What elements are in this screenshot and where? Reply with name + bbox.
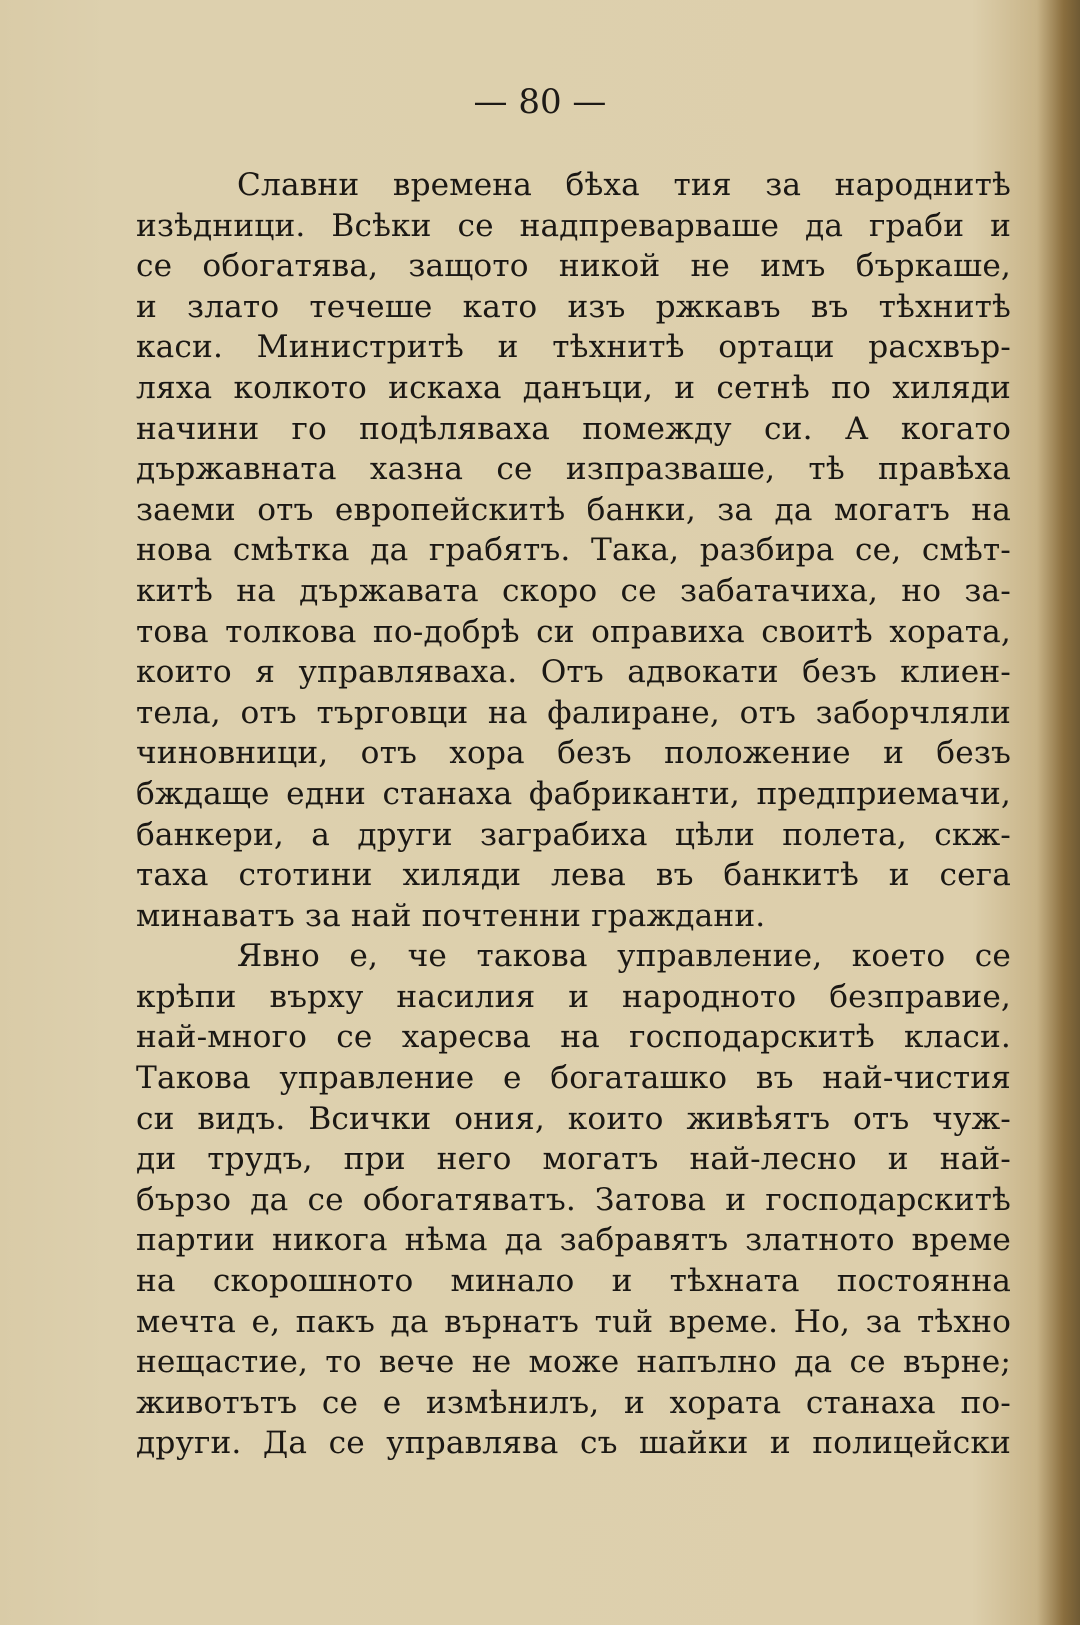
paragraph-1-line-18: таха стотини хиляди лева въ банкитѣ и сега bbox=[136, 857, 1011, 894]
paragraph-1-line-12: това толкова по-добрѣ си оправиха своитѣ хората, bbox=[136, 613, 1011, 650]
paragraph-2-line-10: мечта е, пакъ да върнатъ тuй време. Но, за тѣхно bbox=[136, 1303, 1011, 1340]
paragraph-1-line-10: нова смѣтка да грабятъ. Така, разбира се, смѣт- bbox=[136, 532, 1011, 569]
paragraph-1-line-7: начини го подѣляваха помежду си. А когато bbox=[136, 410, 1011, 447]
paragraph-1 bbox=[136, 165, 1011, 936]
paragraph-1-line-16: бждаще едни станаха фабриканти, предприемачи, bbox=[136, 775, 1011, 812]
paragraph-1-line-9: заеми отъ европейскитѣ банки, за да могатъ на bbox=[136, 491, 1011, 528]
paragraph-1-line-17: банкери, а други заграбиха цѣли полета, скж- bbox=[136, 816, 1011, 853]
paragraph-1-line-2: изѣдници. Всѣки се надпреварваше да граби и bbox=[136, 207, 1011, 244]
paragraph-1-line-14: тела, отъ търговци на фалиране, отъ заборчляли bbox=[136, 694, 1011, 731]
paragraph-1-line-15: чиновници, отъ хора безъ положение и безъ bbox=[136, 735, 1011, 772]
paragraph-1-line-19: минаватъ за най почтенни граждани. bbox=[136, 897, 766, 934]
paragraph-2-line-5: си видъ. Всички ония, които живѣятъ отъ чуж- bbox=[136, 1100, 1011, 1137]
paragraph-1-line-8: държавната хазна се изпразваше, тѣ правѣха bbox=[136, 451, 1011, 488]
paragraph-2-line-1: Явно е, че такова управление, което се bbox=[237, 938, 1011, 975]
paragraph-2-line-2: крѣпи върху насилия и народното безправие, bbox=[136, 978, 1011, 1015]
paragraph-1-line-11: китѣ на държавата скоро се забатачиха, но за- bbox=[136, 572, 1011, 609]
paragraph-2-line-11: нещастие, то вече не може напълно да се върне; bbox=[136, 1344, 1011, 1381]
paragraph-1-line-4: и злато течеше като изъ ржкавъ въ тѣхнитѣ bbox=[136, 288, 1011, 325]
paragraph-1-line-6: ляха колкото искаха данъци, и сетнѣ по хиляди bbox=[136, 369, 1011, 406]
paragraph-2-line-8: партии никога нѣма да забравятъ златното време bbox=[136, 1222, 1011, 1259]
paragraph-2-line-9: на скорошното минало и тѣхната постоянна bbox=[136, 1263, 1011, 1300]
paragraph-1-line-3: се обогатява, защото никой не имъ бъркаше, bbox=[136, 248, 1011, 285]
paragraph-2-line-3: най-много се харесва на господарскитѣ класи. bbox=[136, 1019, 1011, 1056]
paragraph-2 bbox=[136, 936, 1011, 1464]
paragraph-2-line-6: ди трудъ, при него могатъ най-лесно и най- bbox=[136, 1141, 1011, 1178]
paragraph-1-line-13: които я управляваха. Отъ адвокати безъ клиен- bbox=[136, 654, 1011, 691]
paragraph-2-line-4: Такова управление е богаташко въ най-чистия bbox=[136, 1060, 1011, 1097]
paragraph-1-line-5: каси. Министритѣ и тѣхнитѣ ортаци расхвър- bbox=[136, 329, 1011, 366]
paragraph-2-line-7: бързо да се обогатяватъ. Затова и господарскитѣ bbox=[136, 1181, 1011, 1218]
page-number: — 80 — bbox=[473, 82, 607, 122]
paragraph-2-line-12: животътъ се е измѣнилъ, и хората станаха по- bbox=[136, 1384, 1011, 1421]
paragraph-1-line-1: Славни времена бѣха тия за народнитѣ bbox=[237, 167, 1011, 203]
page-text bbox=[136, 165, 1011, 1464]
paragraph-2-line-13: други. Да се управлява съ шайки и полицейски bbox=[136, 1425, 1011, 1462]
